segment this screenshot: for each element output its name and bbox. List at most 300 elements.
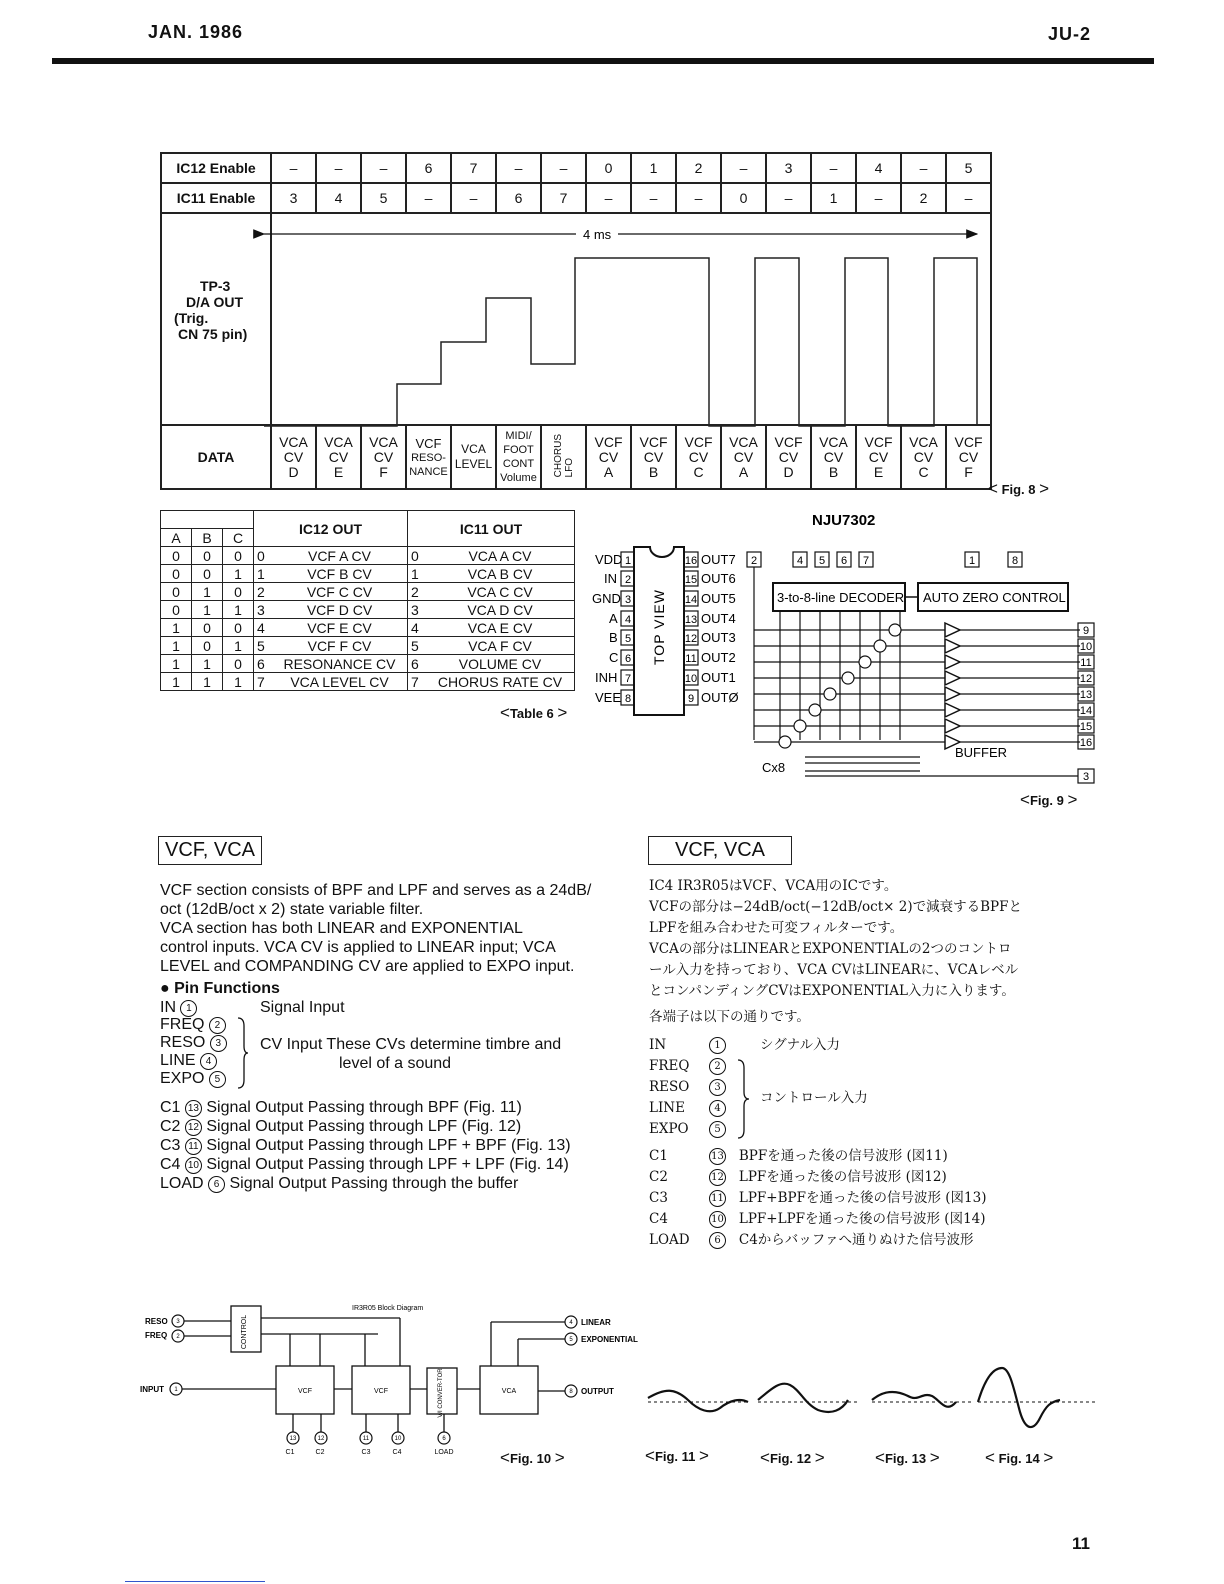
ic11-cell: – bbox=[451, 183, 496, 213]
cell: 1 bbox=[223, 601, 254, 619]
svg-text:14: 14 bbox=[684, 594, 698, 606]
cell: 2 bbox=[254, 583, 273, 601]
pin-label: OUT4 bbox=[701, 611, 736, 626]
reso-label: RESO bbox=[145, 1317, 168, 1326]
data-line: LEVEL bbox=[454, 457, 493, 471]
intro-line: oct (12dB/oct x 2) state variable filter. bbox=[160, 901, 424, 918]
vcf1-label: VCF bbox=[298, 1388, 312, 1395]
cell: 1 bbox=[161, 619, 192, 637]
svg-text:10: 10 bbox=[684, 673, 698, 685]
svg-text:13: 13 bbox=[1079, 689, 1093, 701]
cell: 1 bbox=[254, 565, 273, 583]
fig11-wave bbox=[648, 1391, 748, 1412]
fig14-caption: < Fig. 14 > bbox=[985, 1448, 1054, 1467]
data-line: F bbox=[964, 463, 973, 480]
intro-line: LPFを組み合わせた可変フィルターです。 bbox=[649, 920, 904, 936]
svg-text:11: 11 bbox=[362, 1436, 370, 1442]
cell: VCA B CV bbox=[426, 565, 575, 583]
tp3-label-line: D/A OUT bbox=[186, 294, 244, 310]
cv-labels-en: FREQ 2 RESO 3 LINE 4 EXPO 5 bbox=[160, 1016, 227, 1088]
cv-desc-jp: コントロール入力 bbox=[760, 1090, 868, 1106]
data-line: LFO bbox=[563, 457, 575, 478]
list-item: C4 10 Signal Output Passing through LPF + LPF (Fig. 14) bbox=[160, 1156, 569, 1173]
table-row bbox=[161, 565, 575, 583]
data-line: Volume bbox=[500, 472, 537, 484]
data-line: C bbox=[918, 463, 929, 480]
fig9-caption: <Fig. 9 > bbox=[1020, 790, 1078, 809]
table-row bbox=[161, 601, 575, 619]
fig8-waveform bbox=[0, 0, 1224, 500]
cell: VCA LEVEL CV bbox=[272, 673, 408, 691]
data-line: VCF bbox=[639, 433, 668, 450]
auto-zero-label: AUTO ZERO CONTROL bbox=[923, 590, 1066, 605]
intro-line: LEVEL and COMPANDING CV are applied to EXPO input. bbox=[160, 958, 575, 975]
ic11-cell: 4 bbox=[316, 183, 361, 213]
svg-text:2: 2 bbox=[624, 574, 632, 586]
cell: VCF B CV bbox=[272, 565, 408, 583]
bottom-label: C2 bbox=[315, 1449, 325, 1456]
decoder-label: 3-to-8-line DECODER bbox=[777, 590, 905, 605]
pin-label: VEE bbox=[595, 690, 622, 705]
cell: 1 bbox=[223, 673, 254, 691]
cell: 1 bbox=[161, 655, 192, 673]
data-line: CV bbox=[598, 448, 619, 465]
brace-jp bbox=[736, 1058, 752, 1140]
ic11-label: IC11 Enable bbox=[161, 183, 271, 213]
data-line: VCA bbox=[729, 433, 758, 450]
list-item: C1 13 BPFを通った後の信号波形 (図11) bbox=[649, 1148, 948, 1164]
fig9-diagram bbox=[590, 505, 1110, 810]
svg-text:12: 12 bbox=[317, 1436, 325, 1442]
linear-label: LINEAR bbox=[581, 1318, 611, 1327]
fig13-wave bbox=[872, 1392, 956, 1407]
table-row bbox=[161, 655, 575, 673]
ic11-cell: – bbox=[406, 183, 451, 213]
top-view-label: TOP VIEW bbox=[651, 589, 667, 665]
svg-text:16: 16 bbox=[684, 555, 698, 567]
cell: 4 bbox=[254, 619, 273, 637]
svg-text:9: 9 bbox=[1082, 625, 1090, 637]
svg-text:7: 7 bbox=[862, 555, 870, 567]
pin-label: LINE bbox=[160, 1052, 196, 1069]
data-line: E bbox=[333, 463, 344, 480]
cell: 0 bbox=[223, 619, 254, 637]
intro-line: control inputs. VCA CV is applied to LINEAR input; VCA bbox=[160, 939, 556, 956]
cell: 0 bbox=[161, 547, 192, 565]
pin-label: OUT2 bbox=[701, 650, 736, 665]
cell: VCF D CV bbox=[272, 601, 408, 619]
vca-label: VCA bbox=[501, 1388, 517, 1395]
pin-label: B bbox=[609, 630, 618, 645]
data-line: RESO- bbox=[411, 451, 446, 464]
svg-text:1: 1 bbox=[968, 555, 976, 567]
svg-text:4: 4 bbox=[569, 1320, 573, 1326]
svg-text:16: 16 bbox=[1079, 737, 1093, 749]
cv-desc-en: CV Input These CVs determine timbre and bbox=[260, 1036, 562, 1053]
cell: 1 bbox=[161, 673, 192, 691]
svg-text:9: 9 bbox=[687, 693, 695, 705]
page-number: 11 bbox=[1072, 1534, 1090, 1553]
data-line: CV bbox=[778, 448, 799, 465]
data-line: F bbox=[379, 463, 388, 480]
cell: 7 bbox=[408, 673, 427, 691]
svg-text:8: 8 bbox=[624, 693, 632, 705]
brace-en bbox=[236, 1016, 250, 1090]
svg-text:5: 5 bbox=[569, 1337, 573, 1343]
fig8-caption-text: Fig. 8 bbox=[1001, 482, 1036, 497]
list-item: C2 12 Signal Output Passing through LPF (Fig. 12) bbox=[160, 1118, 522, 1135]
ic12-cell: 0 bbox=[586, 153, 631, 183]
fig10-block-diagram bbox=[140, 1296, 650, 1466]
cell: 4 bbox=[408, 619, 427, 637]
ic12-cell: – bbox=[811, 153, 856, 183]
ic11-out-header: IC11 OUT bbox=[408, 511, 575, 547]
data-line: VCF bbox=[415, 435, 442, 451]
cell: 1 bbox=[192, 673, 223, 691]
data-line: CV bbox=[283, 448, 304, 465]
tp3-label-line: (Trig. bbox=[174, 310, 209, 326]
intro-line: とコンパンディングCVはEXPONENTIAL入力に入ります。 bbox=[649, 983, 1015, 999]
cell: 3 bbox=[254, 601, 273, 619]
svg-text:7: 7 bbox=[624, 673, 632, 685]
cell: 7 bbox=[254, 673, 273, 691]
data-line: C bbox=[693, 463, 704, 480]
data-line: VCF bbox=[954, 433, 983, 450]
svg-text:8: 8 bbox=[569, 1389, 573, 1395]
cell: 0 bbox=[223, 583, 254, 601]
a-header: A bbox=[161, 529, 192, 547]
svg-text:14: 14 bbox=[1079, 705, 1093, 717]
cell: VCA D CV bbox=[426, 601, 575, 619]
ic11-cell: – bbox=[586, 183, 631, 213]
svg-text:15: 15 bbox=[1079, 721, 1093, 733]
cell: VCA E CV bbox=[426, 619, 575, 637]
svg-text:10: 10 bbox=[394, 1436, 402, 1442]
ic12-cell: 2 bbox=[676, 153, 721, 183]
ic11-cell: 6 bbox=[496, 183, 541, 213]
cell: 1 bbox=[408, 565, 427, 583]
table6-header bbox=[161, 511, 575, 529]
cell: 0 bbox=[161, 601, 192, 619]
list-item: C3 11 Signal Output Passing through LPF + BPF (Fig. 13) bbox=[160, 1137, 571, 1154]
fig13-caption: <Fig. 13 > bbox=[875, 1448, 940, 1467]
pin-label: OUT5 bbox=[701, 591, 736, 606]
ic12-cell: 7 bbox=[451, 153, 496, 183]
outputs-en bbox=[160, 1098, 571, 1193]
ic12-cell: – bbox=[316, 153, 361, 183]
list-item: C3 11 LPF+BPFを通った後の信号波形 (図13) bbox=[649, 1190, 987, 1206]
list-item: C1 13 Signal Output Passing through BPF (Fig. 11) bbox=[160, 1099, 522, 1116]
table-row bbox=[161, 583, 575, 601]
svg-text:4: 4 bbox=[624, 614, 632, 626]
fig11-caption: <Fig. 11 > bbox=[645, 1446, 709, 1465]
data-line: VCF bbox=[594, 433, 623, 450]
table-row bbox=[161, 619, 575, 637]
data-line: CV bbox=[688, 448, 709, 465]
svg-text:3: 3 bbox=[1082, 771, 1090, 783]
cell: 0 bbox=[161, 565, 192, 583]
time-label: 4 ms bbox=[583, 227, 612, 242]
data-line: CV bbox=[823, 448, 844, 465]
svg-text:1: 1 bbox=[624, 555, 632, 567]
ic12-label: IC12 Enable bbox=[161, 153, 271, 183]
list-item: LOAD 6 Signal Output Passing through the buffer bbox=[160, 1175, 519, 1192]
cap-label: Cx8 bbox=[762, 760, 786, 775]
tp3-label-line: CN 75 pin) bbox=[178, 326, 248, 342]
section-title-jp: VCF, VCA bbox=[648, 836, 792, 865]
svg-text:3: 3 bbox=[624, 594, 632, 606]
pin-label: C bbox=[609, 650, 619, 665]
data-line: MIDI/ bbox=[505, 430, 532, 442]
fig10-caption-text: Fig. 10 bbox=[509, 1451, 552, 1466]
svg-text:3: 3 bbox=[176, 1319, 180, 1325]
ic12-cell: 1 bbox=[631, 153, 676, 183]
cv-desc2-en: level of a sound bbox=[339, 1055, 452, 1072]
ic12-out-header: IC12 OUT bbox=[254, 511, 408, 547]
cell: VCF F CV bbox=[272, 637, 408, 655]
intro-line: VCF section consists of BPF and LPF and serves as a 24dB/ bbox=[160, 882, 592, 899]
vcf2-label: VCF bbox=[374, 1388, 388, 1395]
cell: VCF A CV bbox=[272, 547, 408, 565]
svg-text:2: 2 bbox=[750, 555, 758, 567]
cell: 2 bbox=[408, 583, 427, 601]
svg-text:11: 11 bbox=[1080, 657, 1092, 669]
data-line: CV bbox=[733, 448, 754, 465]
output-label: OUTPUT bbox=[581, 1387, 614, 1396]
pin-in-desc-en: Signal Input bbox=[260, 999, 345, 1016]
data-line: VCA bbox=[324, 433, 353, 450]
intro-line: VCFの部分は−24dB/oct(−12dB/oct× 2)で減衰するBPFと bbox=[649, 899, 1022, 915]
bottom-label: C1 bbox=[285, 1449, 295, 1456]
vi-label: V/I CONVER-TOR bbox=[438, 1368, 444, 1418]
cell: 1 bbox=[192, 583, 223, 601]
list-item: C2 12 LPFを通った後の信号波形 (図12) bbox=[649, 1169, 947, 1185]
bottom-label: LOAD bbox=[434, 1449, 454, 1456]
cell: 3 bbox=[408, 601, 427, 619]
cell: 0 bbox=[161, 583, 192, 601]
header-code: JU-2 bbox=[1048, 24, 1092, 44]
pin-heading-text: Pin Functions bbox=[174, 980, 280, 997]
ic11-cell: 5 bbox=[361, 183, 406, 213]
cell: 5 bbox=[254, 637, 273, 655]
tp3-waveform-line bbox=[264, 258, 977, 426]
cell: VCF C CV bbox=[272, 583, 408, 601]
fig12-wave bbox=[758, 1384, 848, 1412]
cell: VCA A CV bbox=[426, 547, 575, 565]
cell: RESONANCE CV bbox=[272, 655, 408, 673]
ic12-cell: 6 bbox=[406, 153, 451, 183]
pin-label: INH bbox=[595, 670, 618, 685]
data-line: CV bbox=[643, 448, 664, 465]
svg-text:12: 12 bbox=[1079, 673, 1093, 685]
ic12-cell: 4 bbox=[856, 153, 901, 183]
ic11-cell: 3 bbox=[271, 183, 316, 213]
ic11-cell: – bbox=[946, 183, 991, 213]
ic11-cell: 1 bbox=[811, 183, 856, 213]
intro-line: 各端子は以下の通りです。 bbox=[649, 1009, 810, 1025]
data-line: CV bbox=[958, 448, 979, 465]
section-title-en: VCF, VCA bbox=[158, 836, 262, 865]
table-row bbox=[161, 637, 575, 655]
cell: VOLUME CV bbox=[426, 655, 575, 673]
table-row bbox=[161, 547, 575, 565]
svg-text:4: 4 bbox=[796, 555, 804, 567]
svg-text:8: 8 bbox=[1011, 555, 1019, 567]
cell: CHORUS RATE CV bbox=[426, 673, 575, 691]
tp3-label-line: TP-3 bbox=[200, 278, 231, 294]
data-line: VCF bbox=[864, 433, 893, 450]
svg-text:15: 15 bbox=[684, 574, 698, 586]
ic12-cell: 5 bbox=[946, 153, 991, 183]
table6-caption: <Table 6 > bbox=[500, 703, 568, 722]
data-line: VCA bbox=[909, 433, 938, 450]
cell: 6 bbox=[408, 655, 427, 673]
svg-text:5: 5 bbox=[818, 555, 826, 567]
svg-text:10: 10 bbox=[1079, 641, 1093, 653]
cell: 0 bbox=[192, 619, 223, 637]
data-line: CV bbox=[328, 448, 349, 465]
cell: 1 bbox=[223, 637, 254, 655]
pin-label: OUT3 bbox=[701, 630, 736, 645]
ic11-cell: 7 bbox=[541, 183, 586, 213]
data-line: CV bbox=[868, 448, 889, 465]
table6-caption-text: Table 6 bbox=[509, 706, 554, 721]
svg-text:6: 6 bbox=[442, 1436, 446, 1442]
blank bbox=[161, 511, 254, 529]
data-line: CV bbox=[913, 448, 934, 465]
pin-label: A bbox=[609, 611, 618, 626]
fig12-caption: <Fig. 12 > bbox=[760, 1448, 825, 1467]
table6 bbox=[160, 510, 575, 691]
pin-label: OUTØ bbox=[701, 690, 739, 705]
input-label: INPUT bbox=[140, 1385, 164, 1394]
svg-text:12: 12 bbox=[684, 633, 698, 645]
data-line: A bbox=[738, 463, 749, 480]
cell: 0 bbox=[192, 565, 223, 583]
ic11-cell: – bbox=[676, 183, 721, 213]
cv-labels-jp: FREQ 2 RESO 3 LINE 4 EXPO 5 bbox=[649, 1056, 726, 1140]
cell: 0 bbox=[192, 637, 223, 655]
pin-in-desc-jp: シグナル入力 bbox=[760, 1037, 841, 1053]
svg-text:11: 11 bbox=[685, 653, 697, 665]
svg-text:1: 1 bbox=[174, 1387, 178, 1393]
control-label: CONTROL bbox=[241, 1314, 248, 1350]
pin-label: FREQ bbox=[160, 1016, 205, 1033]
svg-text:13: 13 bbox=[289, 1436, 297, 1442]
ic11-cell: – bbox=[766, 183, 811, 213]
pin-label: RESO bbox=[160, 1034, 206, 1051]
waveforms bbox=[640, 1360, 1100, 1440]
ic12-cell: – bbox=[541, 153, 586, 183]
list-item: LOAD 6 C4からバッファへ通りぬけた信号波形 bbox=[649, 1232, 974, 1248]
data-line: VCF bbox=[684, 433, 713, 450]
intro-line: VCA section has both LINEAR and EXPONENTIAL bbox=[160, 920, 523, 937]
fig9-caption-text: Fig. 9 bbox=[1029, 793, 1064, 808]
cell: 1 bbox=[192, 601, 223, 619]
pin-label: OUT1 bbox=[701, 670, 736, 685]
header-date: JAN. 1986 bbox=[148, 22, 244, 42]
pin-label: VDD bbox=[595, 552, 623, 567]
bottom-label: C4 bbox=[392, 1449, 402, 1456]
svg-text:5: 5 bbox=[624, 633, 632, 645]
cell: 1 bbox=[161, 637, 192, 655]
cell: VCA F CV bbox=[426, 637, 575, 655]
cell: 0 bbox=[254, 547, 273, 565]
data-line: E bbox=[873, 463, 884, 480]
data-line: A bbox=[603, 463, 614, 480]
fig14-wave bbox=[978, 1368, 1060, 1427]
pin-label: GND bbox=[592, 591, 621, 606]
intro-en bbox=[160, 881, 620, 976]
data-line: D bbox=[288, 463, 299, 480]
cell: VCA C CV bbox=[426, 583, 575, 601]
ic12-cell: – bbox=[271, 153, 316, 183]
data-line: VCA bbox=[279, 433, 308, 450]
data-line: D bbox=[783, 463, 794, 480]
cell: 0 bbox=[192, 547, 223, 565]
expo-label: EXPONENTIAL bbox=[581, 1335, 638, 1344]
cell: VCF E CV bbox=[272, 619, 408, 637]
svg-text:6: 6 bbox=[840, 555, 848, 567]
ic12-cell: – bbox=[721, 153, 766, 183]
data-line: VCA bbox=[819, 433, 848, 450]
intro-line: ール入力を持っており、VCA CVはLINEARに、VCAレベル bbox=[649, 962, 1019, 978]
ic11-cell: 0 bbox=[721, 183, 766, 213]
ic11-cell: – bbox=[631, 183, 676, 213]
cell: 0 bbox=[223, 655, 254, 673]
ic12-cell: – bbox=[901, 153, 946, 183]
data-line: NANCE bbox=[409, 465, 448, 478]
data-line: VCA bbox=[461, 442, 486, 456]
block-title: IR3R05 Block Diagram bbox=[352, 1305, 424, 1312]
pin-label: IN bbox=[160, 999, 176, 1016]
cell: 0 bbox=[223, 547, 254, 565]
chip-name: NJU7302 bbox=[812, 512, 876, 529]
svg-text:2: 2 bbox=[176, 1334, 180, 1340]
intro-line: IC4 IR3R05はVCF、VCA用のICです。 bbox=[649, 878, 898, 894]
table-row bbox=[161, 673, 575, 691]
bottom-label: C3 bbox=[361, 1449, 371, 1456]
intro-line: VCAの部分はLINEARとEXPONENTIALの2つのコントロ bbox=[649, 941, 1012, 957]
data-label: DATA bbox=[161, 425, 271, 489]
pin-functions-heading: ● Pin Functions bbox=[160, 980, 280, 997]
cell: 1 bbox=[192, 655, 223, 673]
ic12-cell: 3 bbox=[766, 153, 811, 183]
pin-label: IN bbox=[604, 571, 617, 586]
b-header: B bbox=[192, 529, 223, 547]
data-line: B bbox=[828, 463, 839, 480]
cell: 1 bbox=[223, 565, 254, 583]
freq-label: FREQ bbox=[145, 1331, 168, 1340]
ic11-cell: – bbox=[856, 183, 901, 213]
list-item: C4 10 LPF+LPFを通った後の信号波形 (図14) bbox=[649, 1211, 986, 1227]
svg-text:13: 13 bbox=[684, 614, 698, 626]
ic12-cell: – bbox=[496, 153, 541, 183]
pin-label: OUT7 bbox=[701, 552, 736, 567]
data-line: VCA bbox=[369, 433, 398, 450]
pin-in-jp: IN 1 bbox=[649, 1035, 726, 1056]
data-line: FOOT bbox=[503, 444, 534, 456]
pin-label: EXPO bbox=[160, 1070, 205, 1087]
c-header: C bbox=[223, 529, 254, 547]
bottom-line bbox=[125, 1581, 265, 1582]
buffer-label: BUFFER bbox=[955, 745, 1007, 760]
outputs-jp bbox=[649, 1146, 986, 1251]
intro-jp bbox=[649, 876, 1109, 1028]
cell: 5 bbox=[408, 637, 427, 655]
fig8-caption: < Fig. 8 > bbox=[988, 479, 1050, 498]
pin-in-en: IN 1 bbox=[160, 998, 197, 1017]
